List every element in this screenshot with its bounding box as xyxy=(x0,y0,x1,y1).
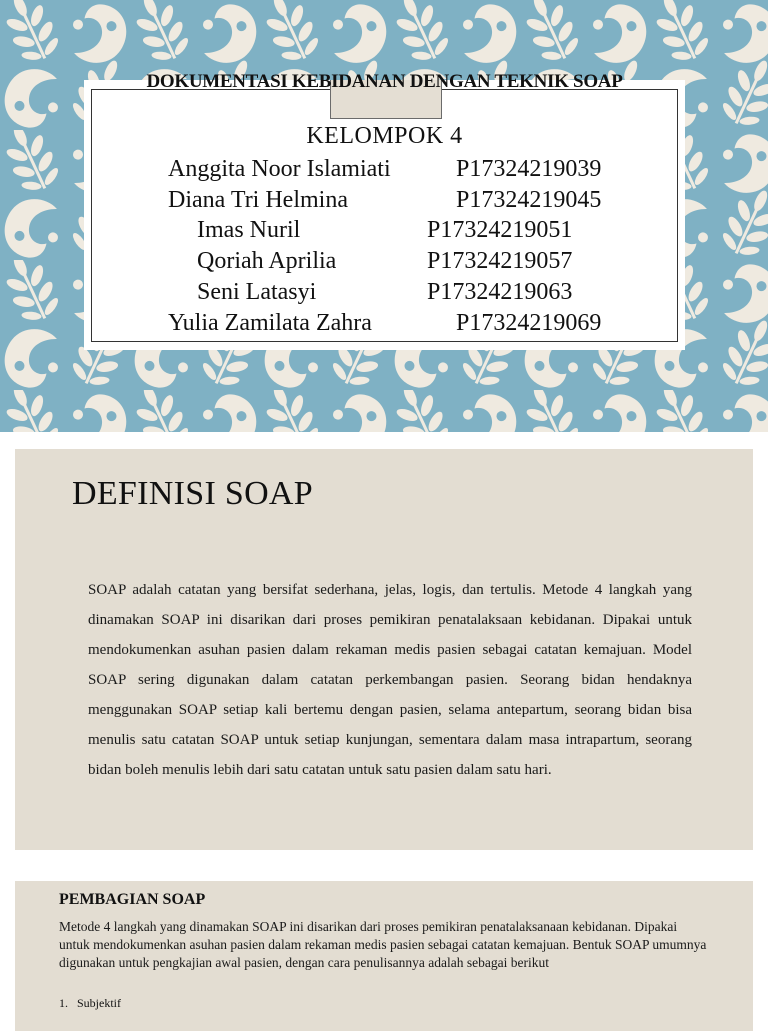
soap-division-slide xyxy=(15,881,753,1031)
title-card xyxy=(84,71,685,350)
document-title: DOKUMENTASI KEBIDANAN DENGAN TEKNIK SOAP xyxy=(146,71,623,92)
division-paragraph: Metode 4 langkah yang dinamakan SOAP ini disarikan dari proses pemikiran penatalaksanaan kebidanan. Dipakai untuk mendokumenkan asuhan pasien dalam rekaman medis pasien sebagai catatan kemajuan. Bentuk SOAP umumnya digunakan untuk pengkajian awal pasien, dengan cara penulisannya adalah sebagai berikut xyxy=(59,919,707,970)
definition-paragraph: SOAP adalah catatan yang bersifat sederhana, jelas, logis, dan tertulis. Metode 4 langkah yang dinamakan SOAP ini disarikan dari proses pemikiran penatalaksaan kebidanan. Dipakai untuk mendokumenkan asuhan pasien dalam rekaman medis pasien sebagai catatan kemajuan. Model SOAP sering digunakan dalam catatan perkembangan pasien. Seorang bidan hendaknya menggunakan SOAP setiap kali bertemu dengan pasien, selama antepartum, seorang bidan bisa menulis satu catatan SOAP untuk setiap kunjungan, sementara dalam masa intrapartum, seorang bidan boleh menulis lebih dari satu catatan untuk satu pasien dalam satu hari. xyxy=(88,582,692,778)
list-item-number: 1. xyxy=(59,996,68,1010)
member-name: Anggita Noor Islamiati xyxy=(168,156,391,182)
member-nim: P17324219039 xyxy=(456,156,602,182)
list-item-label: Subjektif xyxy=(77,996,121,1010)
member-nim: P17324219057 xyxy=(427,248,573,274)
member-name: Seni Latasyi xyxy=(197,279,317,305)
member-nim: P17324219069 xyxy=(456,310,602,336)
title-slide xyxy=(0,0,768,432)
member-nim: P17324219045 xyxy=(456,187,602,213)
list-item xyxy=(59,996,121,1011)
member-name: Diana Tri Helmina xyxy=(168,187,348,213)
member-nim: P17324219051 xyxy=(427,217,573,243)
member-name: Yulia Zamilata Zahra xyxy=(168,310,372,336)
member-nim: P17324219063 xyxy=(427,279,573,305)
division-heading: PEMBAGIAN SOAP xyxy=(59,891,206,908)
group-title: KELOMPOK 4 xyxy=(306,123,463,149)
member-name: Qoriah Aprilia xyxy=(197,248,337,274)
definition-heading: DEFINISI SOAP xyxy=(72,475,313,512)
member-name: Imas Nuril xyxy=(197,217,301,243)
definition-slide xyxy=(15,449,753,850)
